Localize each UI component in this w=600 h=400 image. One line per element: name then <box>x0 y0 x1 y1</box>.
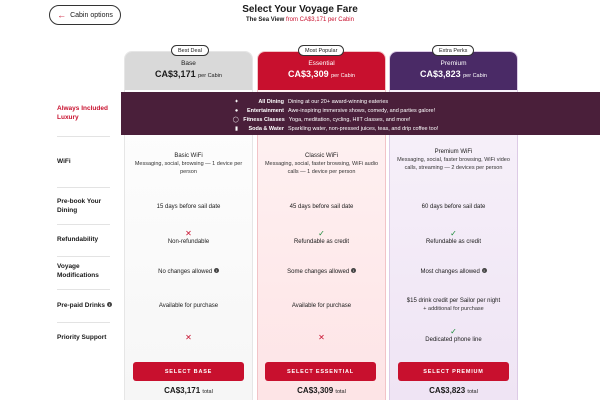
row-divider <box>57 289 110 290</box>
row-divider <box>57 256 110 257</box>
prebook-base: 15 days before sail date <box>156 204 221 210</box>
x-icon: ✕ <box>185 333 192 342</box>
luxury-item-entertainment: ● Entertainment Awe-inspiring immersive shows, comedy, and parties galore! <box>234 107 436 114</box>
prebook-premium: 60 days before sail date <box>421 204 486 210</box>
support-base <box>130 333 247 342</box>
refund-base: ✕ Non-refundable <box>130 229 247 246</box>
refund-essential: ✓ Refundable as credit <box>263 229 380 246</box>
fare-header-premium <box>390 52 517 90</box>
row-divider <box>57 224 110 225</box>
fare-header-essential <box>258 52 385 90</box>
row-label-wifi: WiFi <box>57 158 71 165</box>
page-title: Select Your Voyage Fare <box>242 4 358 15</box>
support-premium: ✓ Dedicated phone line <box>395 327 512 344</box>
x-icon: ✕ <box>185 229 192 238</box>
from-price: from CA$3,171 per Cabin <box>285 17 354 23</box>
info-icon[interactable]: i <box>108 302 110 307</box>
select-essential-button[interactable]: SELECT ESSENTIAL <box>265 362 376 381</box>
row-label-luxury: Always Included Luxury <box>57 105 108 121</box>
fare-price: CA$3,171 per Cabin <box>155 69 222 79</box>
x-icon: ✕ <box>318 333 325 342</box>
badge-most-popular: Most Popular <box>298 45 344 56</box>
wifi-base: Basic WiFi Messaging, social, browsing — 1 device per person <box>134 153 243 175</box>
check-icon: ✓ <box>450 229 457 238</box>
luxury-item-soda-water: ▮ Soda & Water Sparkling water, non-pressed juices, teas, and drip coffee too! <box>234 125 439 132</box>
fare-tier: Base <box>181 60 196 67</box>
row-label-prebook-dining: Pre-book Your Dining <box>57 198 102 214</box>
refund-premium: ✓ Refundable as credit <box>395 229 512 246</box>
cabin-options-label: Cabin options <box>70 11 113 19</box>
check-icon: ✓ <box>318 229 325 238</box>
badge-extra-perks: Extra Perks <box>432 45 474 56</box>
select-premium-button[interactable]: SELECT PREMIUM <box>398 362 509 381</box>
drinks-base: Available for purchase <box>158 303 219 309</box>
row-divider <box>57 187 110 188</box>
luxury-band <box>121 92 600 135</box>
total-premium: CA$3,823 total <box>429 386 478 395</box>
fitness-icon: ◯ <box>232 116 239 123</box>
mods-premium: Most changes allowed i <box>395 268 512 276</box>
check-icon: ✓ <box>450 327 457 336</box>
fare-header-base <box>125 52 252 90</box>
row-divider <box>57 136 110 137</box>
drinks-premium: $15 drink credit per Sailor per night + additional for purchase <box>406 298 501 312</box>
luxury-item-dining: ✦ All Dining Dining at our 20+ award-winning eateries <box>234 98 389 105</box>
wifi-essential: Classic WiFi Messaging, social, faster browsing, WiFi audio calls — 1 device per person <box>264 153 379 175</box>
mods-base: No changes allowed i <box>130 268 247 276</box>
support-essential <box>263 333 380 342</box>
badge-best-deal: Best Deal <box>171 45 209 56</box>
fare-tier: Premium <box>440 60 467 67</box>
row-label-prepaid-drinks: Pre-paid Drinks i <box>57 302 110 309</box>
info-icon[interactable]: i <box>214 268 219 273</box>
row-divider <box>57 322 110 323</box>
total-essential: CA$3,309 total <box>297 386 346 395</box>
info-icon[interactable]: i <box>482 268 487 273</box>
dining-icon: ✦ <box>234 98 239 105</box>
fare-price: CA$3,309 per Cabin <box>288 69 355 79</box>
wifi-premium: Premium WiFi Messaging, social, faster browsing, WiFi video calls, streaming — 2 devices per person <box>397 149 510 171</box>
row-label-priority-support: Priority Support <box>57 334 107 341</box>
ship-name: The Sea View <box>246 17 285 23</box>
prebook-essential: 45 days before sail date <box>289 204 354 210</box>
total-base: CA$3,171 total <box>164 386 213 395</box>
row-label-voyage-modifications: Voyage Modifications <box>57 263 99 279</box>
back-arrow-icon: ← <box>57 9 67 20</box>
select-base-button[interactable]: SELECT BASE <box>133 362 244 381</box>
luxury-item-fitness: ◯ Fitness Classes Yoga, meditation, cycling, HIIT classes, and more! <box>232 116 411 123</box>
mods-essential: Some changes allowed i <box>263 268 380 276</box>
fare-price: CA$3,823 per Cabin <box>420 69 487 79</box>
fare-tier: Essential <box>308 60 335 67</box>
drinks-essential: Available for purchase <box>291 303 352 309</box>
drink-icon: ▮ <box>234 125 239 132</box>
page-subtitle <box>0 17 600 23</box>
entertainment-icon: ● <box>234 107 239 114</box>
row-label-refundability: Refundability <box>57 236 99 243</box>
info-icon[interactable]: i <box>351 268 356 273</box>
